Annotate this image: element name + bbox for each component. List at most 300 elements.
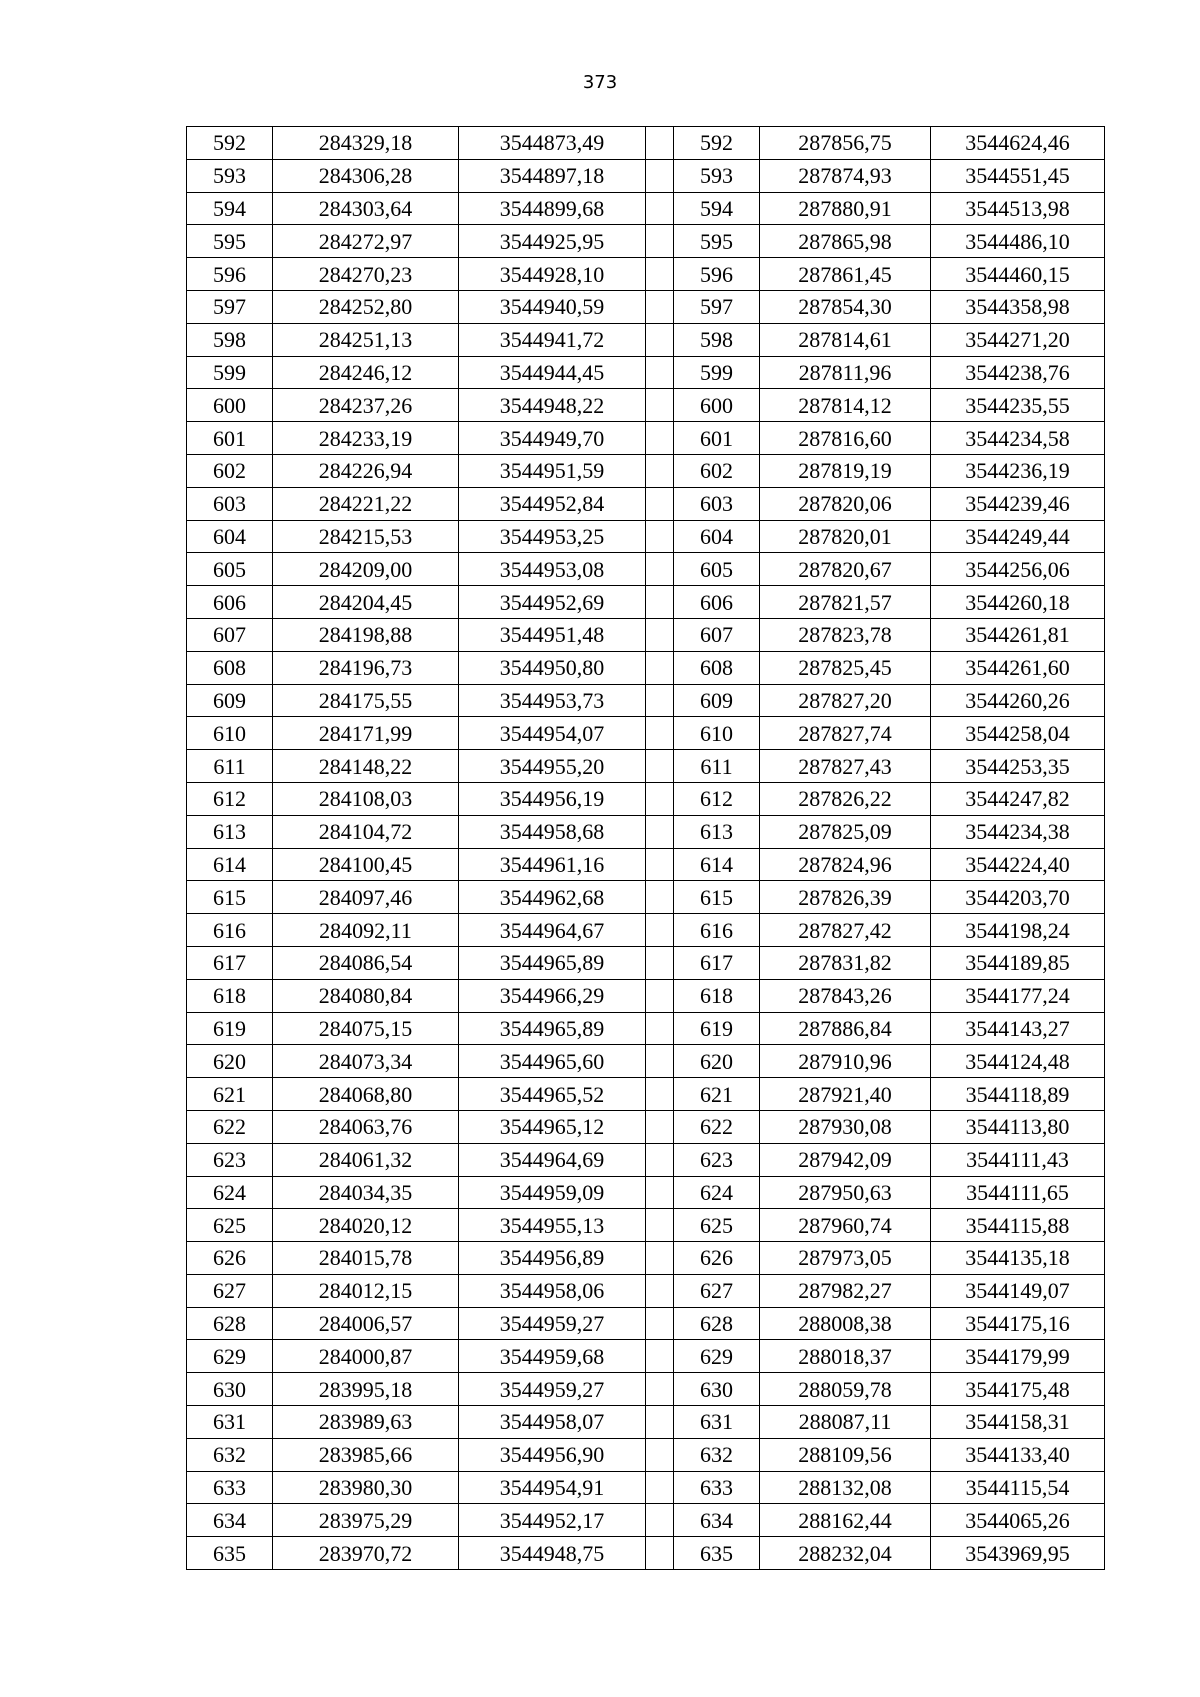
right-y-coordinate-cell: 3544065,26: [931, 1504, 1105, 1537]
table-row: [187, 946, 1105, 979]
separator-cell: [646, 454, 674, 487]
separator-cell: [646, 356, 674, 389]
left-y-coordinate-cell: 3544955,20: [459, 750, 646, 783]
right-x-coordinate-cell: 288018,37: [760, 1340, 931, 1373]
right-x-coordinate-cell: 288109,56: [760, 1438, 931, 1471]
right-y-coordinate-cell: 3544175,48: [931, 1373, 1105, 1406]
left-y-coordinate-cell: 3544958,68: [459, 815, 646, 848]
right-x-coordinate-cell: 287861,45: [760, 258, 931, 291]
separator-cell: [646, 1176, 674, 1209]
table-row: [187, 192, 1105, 225]
table-row: [187, 389, 1105, 422]
table-row: [187, 1209, 1105, 1242]
right-point-number-cell: 596: [674, 258, 760, 291]
separator-cell: [646, 1274, 674, 1307]
left-y-coordinate-cell: 3544953,73: [459, 684, 646, 717]
right-x-coordinate-cell: 287811,96: [760, 356, 931, 389]
left-y-coordinate-cell: 3544965,89: [459, 946, 646, 979]
right-x-coordinate-cell: 288087,11: [760, 1406, 931, 1439]
separator-cell: [646, 1078, 674, 1111]
separator-cell: [646, 1242, 674, 1275]
right-y-coordinate-cell: 3544261,60: [931, 651, 1105, 684]
right-y-coordinate-cell: 3544143,27: [931, 1012, 1105, 1045]
separator-cell: [646, 651, 674, 684]
right-y-coordinate-cell: 3544198,24: [931, 914, 1105, 947]
right-x-coordinate-cell: 287973,05: [760, 1242, 931, 1275]
right-x-coordinate-cell: 287856,75: [760, 127, 931, 160]
coordinates-table-body: [187, 127, 1105, 1570]
separator-cell: [646, 750, 674, 783]
right-point-number-cell: 617: [674, 946, 760, 979]
left-x-coordinate-cell: 284068,80: [273, 1078, 459, 1111]
right-point-number-cell: 593: [674, 159, 760, 192]
separator-cell: [646, 258, 674, 291]
right-x-coordinate-cell: 287820,06: [760, 487, 931, 520]
separator-cell: [646, 127, 674, 160]
table-row: [187, 815, 1105, 848]
left-x-coordinate-cell: 284175,55: [273, 684, 459, 717]
right-x-coordinate-cell: 287921,40: [760, 1078, 931, 1111]
right-point-number-cell: 630: [674, 1373, 760, 1406]
right-point-number-cell: 622: [674, 1110, 760, 1143]
left-y-coordinate-cell: 3544965,12: [459, 1110, 646, 1143]
right-y-coordinate-cell: 3544358,98: [931, 290, 1105, 323]
right-x-coordinate-cell: 287880,91: [760, 192, 931, 225]
right-y-coordinate-cell: 3544486,10: [931, 225, 1105, 258]
left-x-coordinate-cell: 284237,26: [273, 389, 459, 422]
right-x-coordinate-cell: 288059,78: [760, 1373, 931, 1406]
left-y-coordinate-cell: 3544959,68: [459, 1340, 646, 1373]
left-x-coordinate-cell: 284198,88: [273, 618, 459, 651]
left-point-number-cell: 611: [187, 750, 273, 783]
right-x-coordinate-cell: 287854,30: [760, 290, 931, 323]
right-point-number-cell: 618: [674, 979, 760, 1012]
table-row: [187, 1471, 1105, 1504]
right-x-coordinate-cell: 287820,67: [760, 553, 931, 586]
separator-cell: [646, 553, 674, 586]
right-x-coordinate-cell: 288162,44: [760, 1504, 931, 1537]
right-x-coordinate-cell: 288008,38: [760, 1307, 931, 1340]
left-x-coordinate-cell: 284061,32: [273, 1143, 459, 1176]
right-point-number-cell: 614: [674, 848, 760, 881]
right-y-coordinate-cell: 3544135,18: [931, 1242, 1105, 1275]
right-point-number-cell: 604: [674, 520, 760, 553]
right-y-coordinate-cell: 3544234,38: [931, 815, 1105, 848]
left-y-coordinate-cell: 3544952,84: [459, 487, 646, 520]
left-x-coordinate-cell: 284204,45: [273, 586, 459, 619]
left-x-coordinate-cell: 284006,57: [273, 1307, 459, 1340]
left-point-number-cell: 592: [187, 127, 273, 160]
left-x-coordinate-cell: 284104,72: [273, 815, 459, 848]
right-point-number-cell: 625: [674, 1209, 760, 1242]
left-point-number-cell: 632: [187, 1438, 273, 1471]
left-point-number-cell: 603: [187, 487, 273, 520]
left-y-coordinate-cell: 3544953,08: [459, 553, 646, 586]
right-x-coordinate-cell: 287874,93: [760, 159, 931, 192]
left-y-coordinate-cell: 3544955,13: [459, 1209, 646, 1242]
left-y-coordinate-cell: 3544940,59: [459, 290, 646, 323]
table-row: [187, 1012, 1105, 1045]
left-y-coordinate-cell: 3544954,07: [459, 717, 646, 750]
left-point-number-cell: 631: [187, 1406, 273, 1439]
right-point-number-cell: 619: [674, 1012, 760, 1045]
separator-cell: [646, 1504, 674, 1537]
left-y-coordinate-cell: 3544959,09: [459, 1176, 646, 1209]
left-point-number-cell: 623: [187, 1143, 273, 1176]
separator-cell: [646, 323, 674, 356]
left-y-coordinate-cell: 3544964,67: [459, 914, 646, 947]
left-x-coordinate-cell: 284148,22: [273, 750, 459, 783]
left-y-coordinate-cell: 3544965,60: [459, 1045, 646, 1078]
right-x-coordinate-cell: 287827,42: [760, 914, 931, 947]
left-point-number-cell: 595: [187, 225, 273, 258]
table-row: [187, 1340, 1105, 1373]
right-y-coordinate-cell: 3544460,15: [931, 258, 1105, 291]
right-point-number-cell: 599: [674, 356, 760, 389]
table-row: [187, 1373, 1105, 1406]
right-y-coordinate-cell: 3544118,89: [931, 1078, 1105, 1111]
separator-cell: [646, 1471, 674, 1504]
table-row: [187, 1504, 1105, 1537]
left-x-coordinate-cell: 284251,13: [273, 323, 459, 356]
left-point-number-cell: 597: [187, 290, 273, 323]
table-row: [187, 422, 1105, 455]
left-y-coordinate-cell: 3544965,89: [459, 1012, 646, 1045]
left-point-number-cell: 608: [187, 651, 273, 684]
left-point-number-cell: 610: [187, 717, 273, 750]
right-y-coordinate-cell: 3544133,40: [931, 1438, 1105, 1471]
separator-cell: [646, 618, 674, 651]
right-x-coordinate-cell: 287816,60: [760, 422, 931, 455]
left-x-coordinate-cell: 284252,80: [273, 290, 459, 323]
right-y-coordinate-cell: 3543969,95: [931, 1537, 1105, 1570]
right-point-number-cell: 602: [674, 454, 760, 487]
left-y-coordinate-cell: 3544928,10: [459, 258, 646, 291]
table-row: [187, 1045, 1105, 1078]
separator-cell: [646, 1537, 674, 1570]
right-y-coordinate-cell: 3544513,98: [931, 192, 1105, 225]
left-x-coordinate-cell: 284000,87: [273, 1340, 459, 1373]
right-y-coordinate-cell: 3544271,20: [931, 323, 1105, 356]
table-row: [187, 881, 1105, 914]
separator-cell: [646, 225, 674, 258]
right-x-coordinate-cell: 287823,78: [760, 618, 931, 651]
right-y-coordinate-cell: 3544113,80: [931, 1110, 1105, 1143]
left-point-number-cell: 626: [187, 1242, 273, 1275]
right-x-coordinate-cell: 287827,20: [760, 684, 931, 717]
left-point-number-cell: 617: [187, 946, 273, 979]
left-x-coordinate-cell: 284020,12: [273, 1209, 459, 1242]
left-y-coordinate-cell: 3544959,27: [459, 1373, 646, 1406]
separator-cell: [646, 192, 674, 225]
left-point-number-cell: 628: [187, 1307, 273, 1340]
right-point-number-cell: 615: [674, 881, 760, 914]
separator-cell: [646, 1143, 674, 1176]
right-y-coordinate-cell: 3544247,82: [931, 782, 1105, 815]
right-point-number-cell: 624: [674, 1176, 760, 1209]
left-x-coordinate-cell: 283975,29: [273, 1504, 459, 1537]
left-x-coordinate-cell: 284226,94: [273, 454, 459, 487]
left-x-coordinate-cell: 284015,78: [273, 1242, 459, 1275]
right-x-coordinate-cell: 287826,22: [760, 782, 931, 815]
right-x-coordinate-cell: 287820,01: [760, 520, 931, 553]
separator-cell: [646, 1110, 674, 1143]
left-x-coordinate-cell: 284215,53: [273, 520, 459, 553]
table-row: [187, 1143, 1105, 1176]
left-x-coordinate-cell: 284196,73: [273, 651, 459, 684]
table-row: [187, 618, 1105, 651]
table-row: [187, 782, 1105, 815]
left-x-coordinate-cell: 284012,15: [273, 1274, 459, 1307]
left-y-coordinate-cell: 3544950,80: [459, 651, 646, 684]
right-point-number-cell: 632: [674, 1438, 760, 1471]
table-row: [187, 914, 1105, 947]
left-y-coordinate-cell: 3544944,45: [459, 356, 646, 389]
table-row: [187, 1537, 1105, 1570]
left-point-number-cell: 600: [187, 389, 273, 422]
table-row: [187, 127, 1105, 160]
left-y-coordinate-cell: 3544949,70: [459, 422, 646, 455]
separator-cell: [646, 1406, 674, 1439]
right-y-coordinate-cell: 3544115,54: [931, 1471, 1105, 1504]
right-point-number-cell: 620: [674, 1045, 760, 1078]
left-y-coordinate-cell: 3544873,49: [459, 127, 646, 160]
right-point-number-cell: 612: [674, 782, 760, 815]
left-point-number-cell: 601: [187, 422, 273, 455]
separator-cell: [646, 1438, 674, 1471]
right-point-number-cell: 592: [674, 127, 760, 160]
left-y-coordinate-cell: 3544951,59: [459, 454, 646, 487]
page-number: 373: [582, 72, 618, 93]
right-y-coordinate-cell: 3544189,85: [931, 946, 1105, 979]
separator-cell: [646, 1209, 674, 1242]
table-row: [187, 1242, 1105, 1275]
left-y-coordinate-cell: 3544897,18: [459, 159, 646, 192]
left-x-coordinate-cell: 284246,12: [273, 356, 459, 389]
left-x-coordinate-cell: 284272,97: [273, 225, 459, 258]
separator-cell: [646, 1045, 674, 1078]
right-point-number-cell: 605: [674, 553, 760, 586]
table-row: [187, 586, 1105, 619]
left-x-coordinate-cell: 284092,11: [273, 914, 459, 947]
left-point-number-cell: 602: [187, 454, 273, 487]
left-point-number-cell: 613: [187, 815, 273, 848]
separator-cell: [646, 1340, 674, 1373]
left-point-number-cell: 594: [187, 192, 273, 225]
right-x-coordinate-cell: 287960,74: [760, 1209, 931, 1242]
table-row: [187, 1307, 1105, 1340]
left-y-coordinate-cell: 3544941,72: [459, 323, 646, 356]
right-y-coordinate-cell: 3544115,88: [931, 1209, 1105, 1242]
right-point-number-cell: 611: [674, 750, 760, 783]
right-y-coordinate-cell: 3544177,24: [931, 979, 1105, 1012]
table-row: [187, 651, 1105, 684]
separator-cell: [646, 1012, 674, 1045]
right-point-number-cell: 621: [674, 1078, 760, 1111]
left-point-number-cell: 624: [187, 1176, 273, 1209]
left-point-number-cell: 609: [187, 684, 273, 717]
left-x-coordinate-cell: 283985,66: [273, 1438, 459, 1471]
separator-cell: [646, 1373, 674, 1406]
separator-cell: [646, 979, 674, 1012]
separator-cell: [646, 389, 674, 422]
left-y-coordinate-cell: 3544925,95: [459, 225, 646, 258]
left-point-number-cell: 620: [187, 1045, 273, 1078]
separator-cell: [646, 815, 674, 848]
left-y-coordinate-cell: 3544966,29: [459, 979, 646, 1012]
right-x-coordinate-cell: 287825,09: [760, 815, 931, 848]
left-y-coordinate-cell: 3544956,19: [459, 782, 646, 815]
left-point-number-cell: 629: [187, 1340, 273, 1373]
table-row: [187, 1078, 1105, 1111]
right-y-coordinate-cell: 3544258,04: [931, 717, 1105, 750]
separator-cell: [646, 422, 674, 455]
separator-cell: [646, 914, 674, 947]
left-y-coordinate-cell: 3544958,06: [459, 1274, 646, 1307]
separator-cell: [646, 684, 674, 717]
left-point-number-cell: 606: [187, 586, 273, 619]
right-x-coordinate-cell: 287827,74: [760, 717, 931, 750]
right-y-coordinate-cell: 3544624,46: [931, 127, 1105, 160]
right-point-number-cell: 635: [674, 1537, 760, 1570]
left-x-coordinate-cell: 283989,63: [273, 1406, 459, 1439]
right-y-coordinate-cell: 3544158,31: [931, 1406, 1105, 1439]
right-point-number-cell: 603: [674, 487, 760, 520]
right-y-coordinate-cell: 3544260,18: [931, 586, 1105, 619]
right-point-number-cell: 626: [674, 1242, 760, 1275]
separator-cell: [646, 717, 674, 750]
left-point-number-cell: 615: [187, 881, 273, 914]
right-point-number-cell: 594: [674, 192, 760, 225]
table-row: [187, 258, 1105, 291]
separator-cell: [646, 848, 674, 881]
left-x-coordinate-cell: 284097,46: [273, 881, 459, 914]
table-row: [187, 323, 1105, 356]
separator-cell: [646, 946, 674, 979]
left-y-coordinate-cell: 3544956,90: [459, 1438, 646, 1471]
table-row: [187, 1274, 1105, 1307]
left-point-number-cell: 607: [187, 618, 273, 651]
table-row: [187, 159, 1105, 192]
table-row: [187, 520, 1105, 553]
table-row: [187, 356, 1105, 389]
table-row: [187, 848, 1105, 881]
left-point-number-cell: 604: [187, 520, 273, 553]
separator-cell: [646, 782, 674, 815]
right-x-coordinate-cell: 288232,04: [760, 1537, 931, 1570]
table-row: [187, 1176, 1105, 1209]
left-y-coordinate-cell: 3544958,07: [459, 1406, 646, 1439]
table-row: [187, 454, 1105, 487]
right-point-number-cell: 628: [674, 1307, 760, 1340]
right-point-number-cell: 613: [674, 815, 760, 848]
right-point-number-cell: 598: [674, 323, 760, 356]
right-y-coordinate-cell: 3544253,35: [931, 750, 1105, 783]
left-x-coordinate-cell: 283995,18: [273, 1373, 459, 1406]
right-point-number-cell: 610: [674, 717, 760, 750]
left-x-coordinate-cell: 284221,22: [273, 487, 459, 520]
right-x-coordinate-cell: 287950,63: [760, 1176, 931, 1209]
separator-cell: [646, 586, 674, 619]
left-x-coordinate-cell: 284171,99: [273, 717, 459, 750]
separator-cell: [646, 487, 674, 520]
right-y-coordinate-cell: 3544234,58: [931, 422, 1105, 455]
left-y-coordinate-cell: 3544954,91: [459, 1471, 646, 1504]
right-point-number-cell: 595: [674, 225, 760, 258]
left-y-coordinate-cell: 3544965,52: [459, 1078, 646, 1111]
right-y-coordinate-cell: 3544179,99: [931, 1340, 1105, 1373]
left-point-number-cell: 618: [187, 979, 273, 1012]
right-y-coordinate-cell: 3544256,06: [931, 553, 1105, 586]
right-y-coordinate-cell: 3544238,76: [931, 356, 1105, 389]
right-point-number-cell: 609: [674, 684, 760, 717]
right-y-coordinate-cell: 3544239,46: [931, 487, 1105, 520]
right-point-number-cell: 623: [674, 1143, 760, 1176]
right-point-number-cell: 607: [674, 618, 760, 651]
left-x-coordinate-cell: 284063,76: [273, 1110, 459, 1143]
right-x-coordinate-cell: 287843,26: [760, 979, 931, 1012]
left-y-coordinate-cell: 3544964,69: [459, 1143, 646, 1176]
left-point-number-cell: 616: [187, 914, 273, 947]
left-x-coordinate-cell: 284108,03: [273, 782, 459, 815]
left-y-coordinate-cell: 3544956,89: [459, 1242, 646, 1275]
left-x-coordinate-cell: 283970,72: [273, 1537, 459, 1570]
left-point-number-cell: 598: [187, 323, 273, 356]
left-y-coordinate-cell: 3544953,25: [459, 520, 646, 553]
right-point-number-cell: 633: [674, 1471, 760, 1504]
right-y-coordinate-cell: 3544236,19: [931, 454, 1105, 487]
right-x-coordinate-cell: 287930,08: [760, 1110, 931, 1143]
left-x-coordinate-cell: 284073,34: [273, 1045, 459, 1078]
right-y-coordinate-cell: 3544203,70: [931, 881, 1105, 914]
right-x-coordinate-cell: 287826,39: [760, 881, 931, 914]
table-row: [187, 225, 1105, 258]
left-point-number-cell: 605: [187, 553, 273, 586]
table-row: [187, 1406, 1105, 1439]
left-point-number-cell: 593: [187, 159, 273, 192]
left-point-number-cell: 621: [187, 1078, 273, 1111]
separator-cell: [646, 881, 674, 914]
left-point-number-cell: 599: [187, 356, 273, 389]
left-y-coordinate-cell: 3544948,75: [459, 1537, 646, 1570]
right-y-coordinate-cell: 3544551,45: [931, 159, 1105, 192]
left-x-coordinate-cell: 284075,15: [273, 1012, 459, 1045]
left-x-coordinate-cell: 284209,00: [273, 553, 459, 586]
right-x-coordinate-cell: 287865,98: [760, 225, 931, 258]
left-point-number-cell: 612: [187, 782, 273, 815]
right-x-coordinate-cell: 287814,61: [760, 323, 931, 356]
table-row: [187, 684, 1105, 717]
right-y-coordinate-cell: 3544260,26: [931, 684, 1105, 717]
right-x-coordinate-cell: 287827,43: [760, 750, 931, 783]
left-point-number-cell: 596: [187, 258, 273, 291]
right-point-number-cell: 616: [674, 914, 760, 947]
left-y-coordinate-cell: 3544959,27: [459, 1307, 646, 1340]
table-row: [187, 1110, 1105, 1143]
left-x-coordinate-cell: 284100,45: [273, 848, 459, 881]
right-point-number-cell: 597: [674, 290, 760, 323]
coordinates-table: [186, 126, 1105, 1570]
right-x-coordinate-cell: 287982,27: [760, 1274, 931, 1307]
right-y-coordinate-cell: 3544261,81: [931, 618, 1105, 651]
left-point-number-cell: 630: [187, 1373, 273, 1406]
right-point-number-cell: 634: [674, 1504, 760, 1537]
left-y-coordinate-cell: 3544961,16: [459, 848, 646, 881]
right-x-coordinate-cell: 287824,96: [760, 848, 931, 881]
table-row: [187, 487, 1105, 520]
left-y-coordinate-cell: 3544899,68: [459, 192, 646, 225]
left-y-coordinate-cell: 3544952,17: [459, 1504, 646, 1537]
